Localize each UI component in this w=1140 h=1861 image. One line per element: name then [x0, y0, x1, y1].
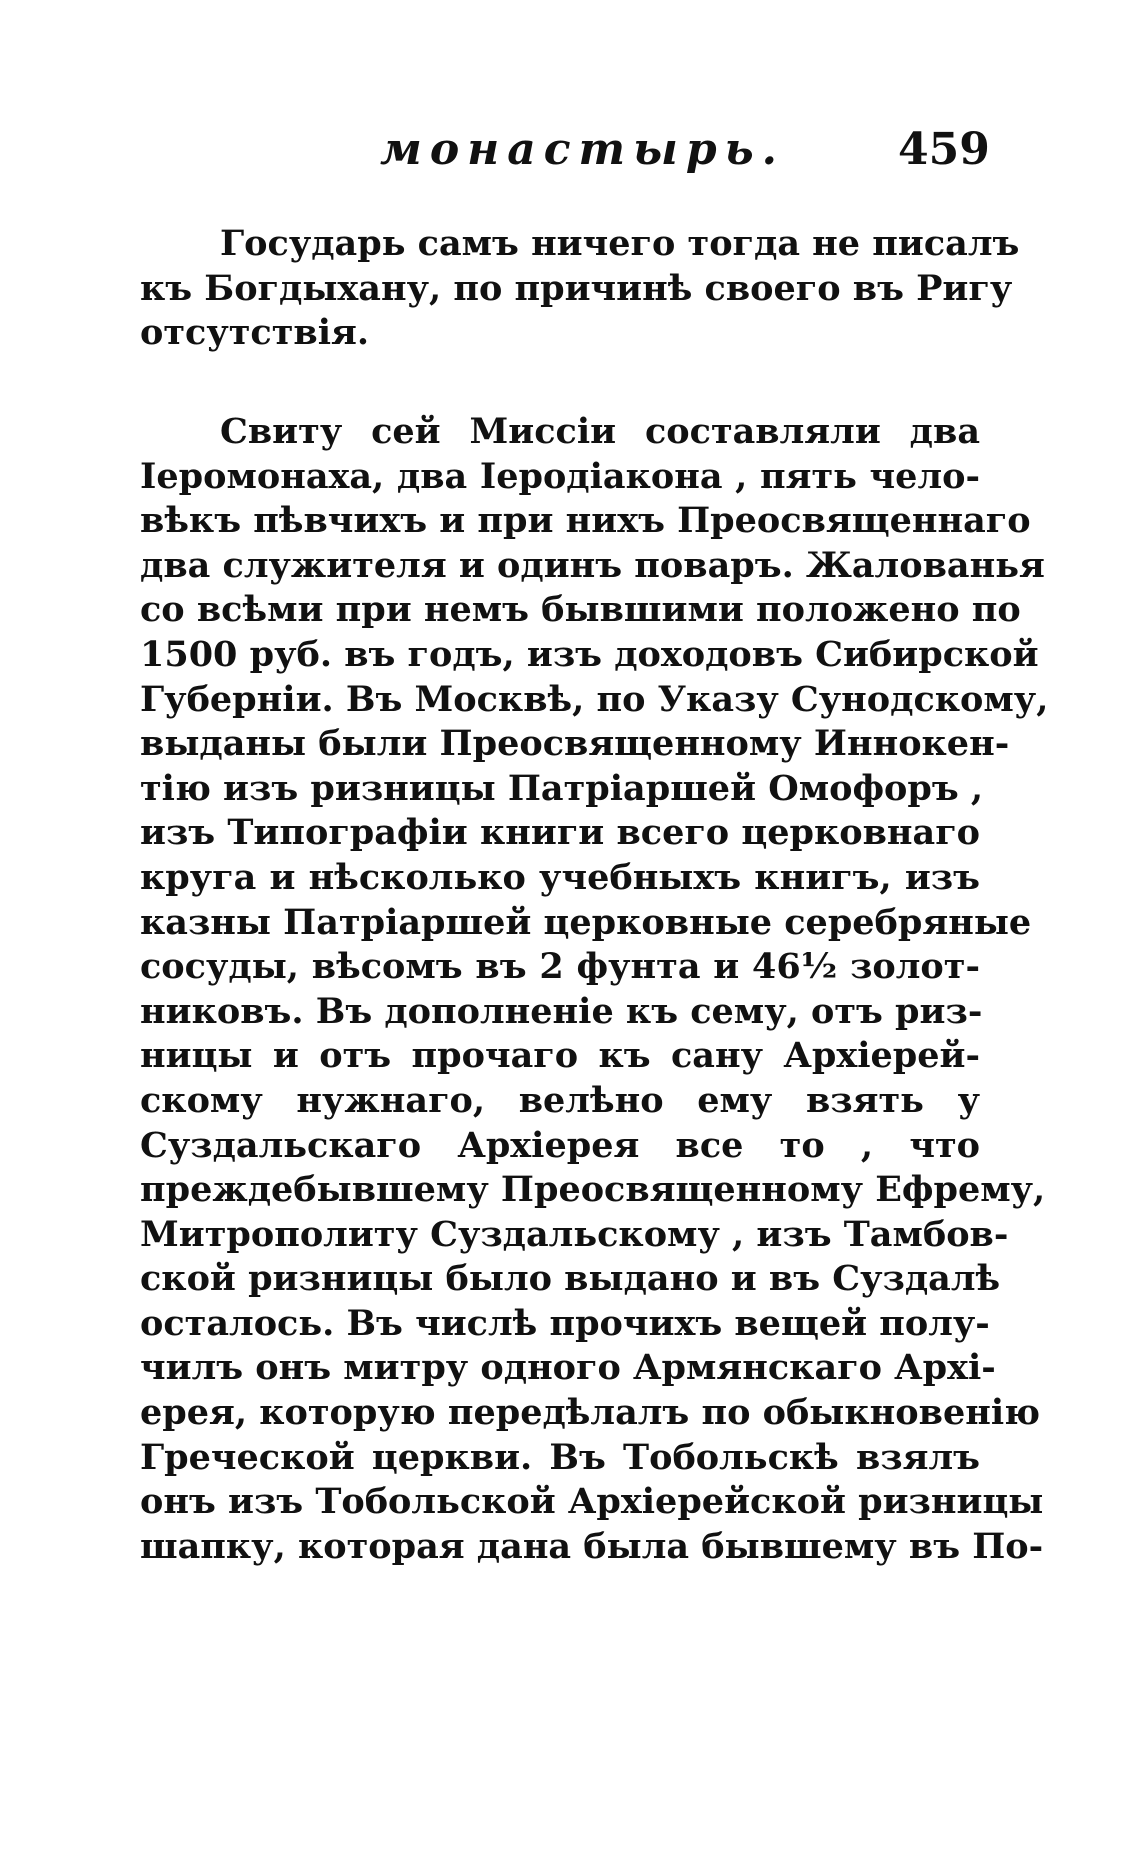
paragraph-2: [140, 410, 1049, 1569]
text-line: Губерніи. Въ Москвѣ, по Указу Сунодскому,: [140, 678, 1049, 720]
text-line: тію изъ ризницы Патріаршей Омофоръ ,: [140, 767, 984, 809]
running-title: монастырь.: [380, 124, 785, 175]
text-line: казны Патріаршей церковные серебряные: [140, 901, 1032, 943]
text-line: онъ изъ Тобольской Архіерейской ризницы: [140, 1481, 1044, 1523]
text-line: изъ Типографіи книги всего церковнаго: [140, 812, 980, 854]
text-line: Свиту сей Миссіи составляли два: [220, 411, 980, 452]
paragraph-1: [140, 222, 1020, 356]
text-line: Греческой церкви. Въ Тобольскѣ взялъ: [140, 1436, 980, 1478]
text-line: Государь самъ ничего тогда не писалъ: [220, 223, 1020, 264]
text-line: отсутствія.: [140, 312, 370, 354]
text-line: скому нужнаго, велѣно ему взять у: [140, 1079, 980, 1121]
text-line: къ Богдыхану, по причинѣ своего въ Ригу: [140, 267, 1013, 309]
text-line: сосуды, вѣсомъ въ 2 фунта и 46½ золот-: [140, 946, 980, 988]
text-line: выданы были Преосвященному Иннокен-: [140, 723, 1010, 765]
text-line: со всѣми при немъ бывшими положено по: [140, 589, 1021, 631]
text-line: ницы и отъ прочаго къ сану Архіерей-: [140, 1035, 980, 1077]
text-line: Іеромонаха, два Іеродіакона , пять чело-: [140, 455, 980, 497]
text-line: чилъ онъ митру одного Армянскаго Архі-: [140, 1347, 996, 1389]
text-line: преждебывшему Преосвященному Ефрему,: [140, 1169, 1046, 1211]
text-line: шапку, которая дана была бывшему въ По-: [140, 1525, 1044, 1567]
text-line: 1500 руб. въ годъ, изъ доходовъ Сибирской: [140, 633, 1039, 675]
text-line: два служителя и одинъ поваръ. Жалованья: [140, 544, 1045, 586]
text-line: осталось. Въ числѣ прочихъ вещей полу-: [140, 1302, 990, 1344]
text-line: Суздальскаго Архіерея все то , что: [140, 1124, 980, 1166]
text-line: никовъ. Въ дополненіе къ сему, отъ риз-: [140, 990, 983, 1032]
text-line: вѣкъ пѣвчихъ и при нихъ Преосвященнаго: [140, 500, 1031, 542]
page-number: 459: [898, 124, 990, 175]
text-line: ской ризницы было выдано и въ Суздалѣ: [140, 1258, 1001, 1300]
text-line: круга и нѣсколько учебныхъ книгъ, изъ: [140, 856, 980, 898]
text-line: ерея, которую передѣлалъ по обыкновенію: [140, 1392, 1041, 1434]
text-line: Митрополиту Суздальскому , изъ Тамбов-: [140, 1213, 1009, 1255]
